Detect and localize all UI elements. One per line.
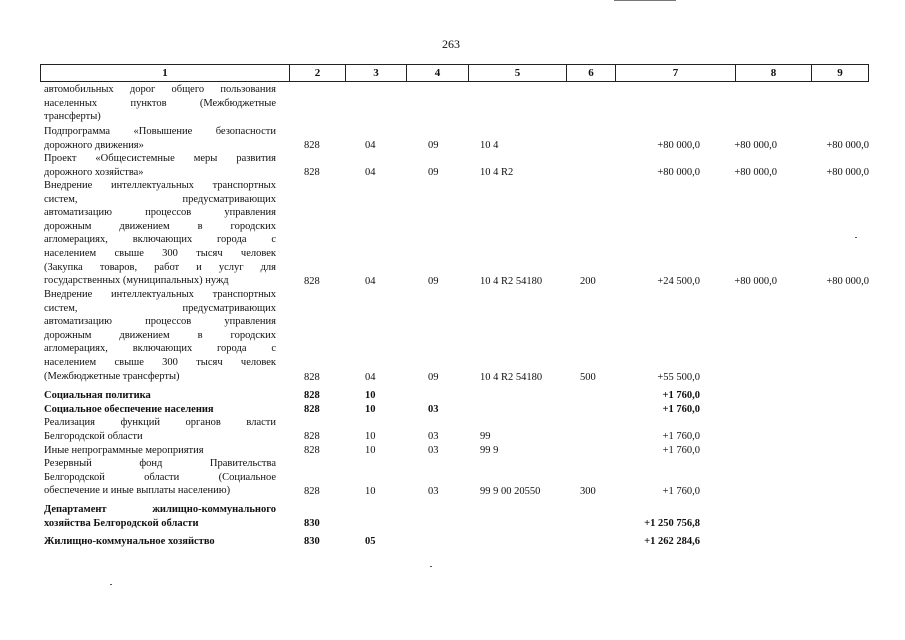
description-line: (Межбюджетные трансферты) (44, 370, 180, 382)
description-line: дорожным движением в городских (44, 329, 276, 341)
row-description (44, 403, 276, 417)
description-line: населенных пунктов (Межбюджетные (44, 97, 276, 109)
cell-csr: 10 4 R2 (480, 167, 514, 178)
cell-podrazdel: 09 (428, 167, 439, 178)
description-line: агломерациях, включающих города с (44, 343, 276, 355)
cell-sum-col7: +1 760,0 (662, 486, 700, 497)
description-line: Подпрограмма «Повышение безопасности (44, 126, 276, 137)
description-line: Иные непрограммные мероприятия (44, 445, 204, 456)
cell-razdel: 10 (365, 486, 376, 497)
row-description (44, 152, 276, 179)
description-line: автоматизацию процессов управления (44, 207, 276, 219)
cell-podrazdel: 09 (428, 140, 439, 151)
description-line: Проект «Общесистемные меры развития (44, 153, 276, 164)
description-line: Белгородской области (Социальное (44, 471, 276, 483)
header-col-5: 5 (468, 65, 566, 81)
description-line: хозяйства Белгородской области (44, 517, 199, 529)
row-description (44, 535, 276, 549)
cell-sum-col7: +1 760,0 (662, 404, 700, 415)
cell-vr: 300 (580, 486, 596, 497)
cell-grbs: 830 (304, 536, 320, 547)
description-line: Белгородской области (44, 430, 143, 442)
cell-grbs: 828 (304, 167, 320, 178)
row-description (44, 503, 276, 530)
row-description (44, 389, 276, 403)
cell-grbs: 828 (304, 404, 320, 415)
header-col-2: 2 (289, 65, 345, 81)
cell-razdel: 10 (365, 404, 376, 415)
cell-sum-col9: +80 000,0 (826, 167, 869, 178)
description-line: Внедрение интеллектуальных транспортных (44, 180, 276, 191)
cell-podrazdel: 03 (428, 445, 439, 456)
description-line: дорожного движения» (44, 139, 144, 151)
description-line: Социальное обеспечение населения (44, 404, 214, 415)
cell-podrazdel: 09 (428, 372, 439, 383)
header-col-9: 9 (811, 65, 868, 81)
cell-sum-col7: +1 760,0 (662, 445, 700, 456)
cell-razdel: 05 (365, 536, 376, 547)
description-line: агломерациях, включающих города с (44, 234, 276, 246)
description-line: Реализация функций органов власти (44, 417, 276, 428)
table-header (40, 64, 869, 82)
row-description (44, 457, 276, 498)
cell-razdel: 10 (365, 431, 376, 442)
cell-sum-col8: +80 000,0 (734, 140, 777, 151)
cell-grbs: 828 (304, 372, 320, 383)
cell-csr: 10 4 R2 54180 (480, 372, 543, 383)
description-line: обеспечение и иные выплаты населению) (44, 485, 231, 497)
cell-grbs: 830 (304, 518, 320, 529)
cell-sum-col7: +1 250 756,8 (644, 518, 700, 529)
header-col-7: 7 (615, 65, 735, 81)
cell-sum-col7: +80 000,0 (657, 140, 700, 151)
scan-speck (110, 584, 112, 585)
scan-speck (430, 566, 432, 567)
scan-top-line (614, 0, 676, 1)
description-line: (Закупка товаров, работ и услуг для (44, 261, 276, 273)
description-line: Департамент жилищно-коммунального (44, 504, 276, 515)
description-line: Социальная политика (44, 390, 151, 401)
cell-csr: 10 4 (480, 140, 499, 151)
cell-vr: 200 (580, 276, 596, 287)
cell-grbs: 828 (304, 140, 320, 151)
description-line: дорожным движением в городских (44, 220, 276, 232)
description-line: Резервный фонд Правительства (44, 458, 276, 469)
cell-sum-col8: +80 000,0 (734, 167, 777, 178)
description-line: государственных (муниципальных) нужд (44, 275, 229, 287)
cell-csr: 99 (480, 431, 491, 442)
cell-sum-col9: +80 000,0 (826, 140, 869, 151)
cell-sum-col7: +1 760,0 (662, 431, 700, 442)
cell-razdel: 10 (365, 390, 376, 401)
header-col-3: 3 (345, 65, 406, 81)
row-description (44, 288, 276, 383)
row-description (44, 179, 276, 288)
cell-sum-col7: +1 262 284,6 (644, 536, 700, 547)
cell-sum-col7: +80 000,0 (657, 167, 700, 178)
cell-grbs: 828 (304, 445, 320, 456)
cell-razdel: 04 (365, 276, 376, 287)
cell-grbs: 828 (304, 390, 320, 401)
row-description (44, 444, 276, 458)
description-line: населением свыше 300 тысяч человек (44, 356, 276, 368)
description-line: систем, предусматривающих (44, 302, 276, 314)
cell-razdel: 04 (365, 372, 376, 383)
header-col-6: 6 (566, 65, 615, 81)
row-description (44, 83, 276, 124)
cell-sum-col9: +80 000,0 (826, 276, 869, 287)
cell-csr: 10 4 R2 54180 (480, 276, 543, 287)
cell-grbs: 828 (304, 486, 320, 497)
description-line: автомобильных дорог общего пользования (44, 84, 276, 95)
cell-sum-col7: +24 500,0 (657, 276, 700, 287)
description-line: Внедрение интеллектуальных транспортных (44, 289, 276, 300)
cell-razdel: 04 (365, 167, 376, 178)
header-col-4: 4 (406, 65, 468, 81)
cell-sum-col7: +55 500,0 (657, 372, 700, 383)
description-line: автоматизацию процессов управления (44, 316, 276, 328)
cell-csr: 99 9 (480, 445, 499, 456)
cell-vr: 500 (580, 372, 596, 383)
cell-csr: 99 9 00 20550 (480, 486, 541, 497)
description-line: систем, предусматривающих (44, 193, 276, 205)
description-line: дорожного хозяйства» (44, 166, 144, 178)
row-description (44, 416, 276, 443)
cell-sum-col8: +80 000,0 (734, 276, 777, 287)
cell-podrazdel: 03 (428, 404, 439, 415)
header-col-8: 8 (735, 65, 811, 81)
cell-podrazdel: 03 (428, 486, 439, 497)
cell-sum-col7: +1 760,0 (662, 390, 700, 401)
page-number: 263 (442, 37, 460, 51)
scan-speck (855, 237, 857, 238)
row-description (44, 125, 276, 152)
header-col-1: 1 (162, 67, 168, 79)
cell-grbs: 828 (304, 431, 320, 442)
description-line: трансферты) (44, 111, 101, 123)
cell-grbs: 828 (304, 276, 320, 287)
description-line: Жилищно-коммунальное хозяйство (44, 536, 215, 547)
description-line: населением свыше 300 тысяч человек (44, 247, 276, 259)
cell-razdel: 10 (365, 445, 376, 456)
cell-podrazdel: 03 (428, 431, 439, 442)
cell-podrazdel: 09 (428, 276, 439, 287)
cell-razdel: 04 (365, 140, 376, 151)
